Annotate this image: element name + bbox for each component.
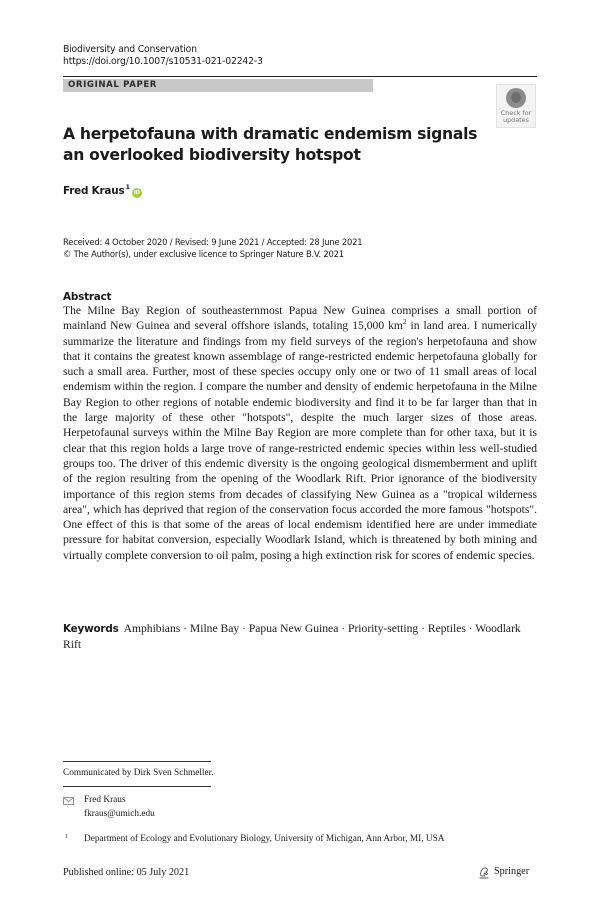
keywords-label: Keywords — [63, 623, 119, 635]
article-title: A herpetofauna with dramatic endemism signals an overlooked biodiversity hotspot — [63, 125, 478, 164]
publisher-logo — [478, 865, 529, 879]
doi-link[interactable]: https://doi.org/10.1007/s10531-021-02242-3 — [63, 56, 263, 67]
affiliation-text: Department of Ecology and Evolutionary Biology, University of Michigan, Ann Arbor, MI, USA — [84, 834, 445, 844]
abstract-text-part2: in land area. I numerically summarize the literature and findings from my field surveys of the region's herpetofauna and show that it contains the greatest known assemblage of range-restricted endemic herpetofauna globally for such a small area. Further, most of these species occupy only one or two of 11 small areas of local endemism within the region. I compare the number and density of endemic herpetofauna in the Milne Bay Region to other regions of notable endemic biodiversity and find it to be far larger than that in the large majority of these other "hotspots", despite the much larger sizes of those areas. Herpetofaunal surveys within the Milne Bay Region are more complete than for other taxa, but it is clear that this region holds a large trove of range-restricted endemic species within less well-studied groups too. The driver of this endemic diversity is the ongoing geological dismemberment and uplift of the region resulting from the opening of the Woodlark Rift. Prior ignorance of the biodiversity importance of this region stems from decades of classifying New Guinea as a "tropical wilderness area", which has deprived that region of the conservation focus accorded the more famous "hotspots". One effect of this is that some of the areas of local endemism identified here are under immediate pressure for habitat conversion, especially Woodlark Island, which is threatened by both mining and virtually complete conversion to oil palm, posing a high extinction risk for scores of endemic species. — [63, 319, 538, 562]
communicated-by: Communicated by Dirk Sven Schmeller. — [63, 768, 214, 778]
publisher-name: Springer — [494, 866, 530, 877]
article-dates: Received: 4 October 2020 / Revised: 9 June 2021 / Accepted: 28 June 2021 — [63, 237, 363, 247]
affiliation-number: 1 — [65, 834, 68, 840]
footnote-rule-top — [63, 761, 211, 762]
header-rule — [63, 76, 537, 77]
affiliation-marker[interactable]: 1 — [125, 183, 130, 191]
section-label: ORIGINAL PAPER — [68, 80, 158, 90]
abstract-superscript: 2 — [402, 318, 407, 327]
copyright: © The Author(s), under exclusive licence to Springer Nature B.V. 2021 — [63, 249, 344, 259]
correspondence-email-link[interactable]: fkraus@umich.edu — [84, 809, 155, 819]
correspondence-name: Fred Kraus — [84, 795, 126, 805]
published-online: Published online: 05 July 2021 — [63, 867, 190, 878]
check-for-updates-icon — [506, 88, 526, 108]
orcid-icon[interactable]: iD — [133, 190, 140, 196]
springer-horse-icon — [478, 866, 490, 879]
check-for-updates-line2: updates — [503, 116, 529, 124]
envelope-icon — [63, 797, 74, 805]
abstract-text-part1: The Milne Bay Region of southeasternmost Papua New Guinea comprises a small portion of mainland New Guinea and several offshore islands, totaling 15,000 km — [63, 304, 537, 333]
keywords-list: Amphibians · Milne Bay · Papua New Guinea · Priority-setting · Reptiles · Woodlark Rift — [63, 622, 521, 652]
author-name: Fred Kraus — [63, 185, 125, 197]
keywords — [63, 621, 537, 653]
abstract-text — [63, 303, 537, 563]
journal-name: Biodiversity and Conservation — [63, 44, 197, 55]
author — [63, 180, 142, 198]
check-for-updates-button[interactable] — [496, 84, 536, 128]
check-for-updates-line1: Check for — [500, 109, 532, 117]
abstract-heading: Abstract — [63, 291, 112, 303]
footnote-rule-bottom — [63, 786, 211, 787]
